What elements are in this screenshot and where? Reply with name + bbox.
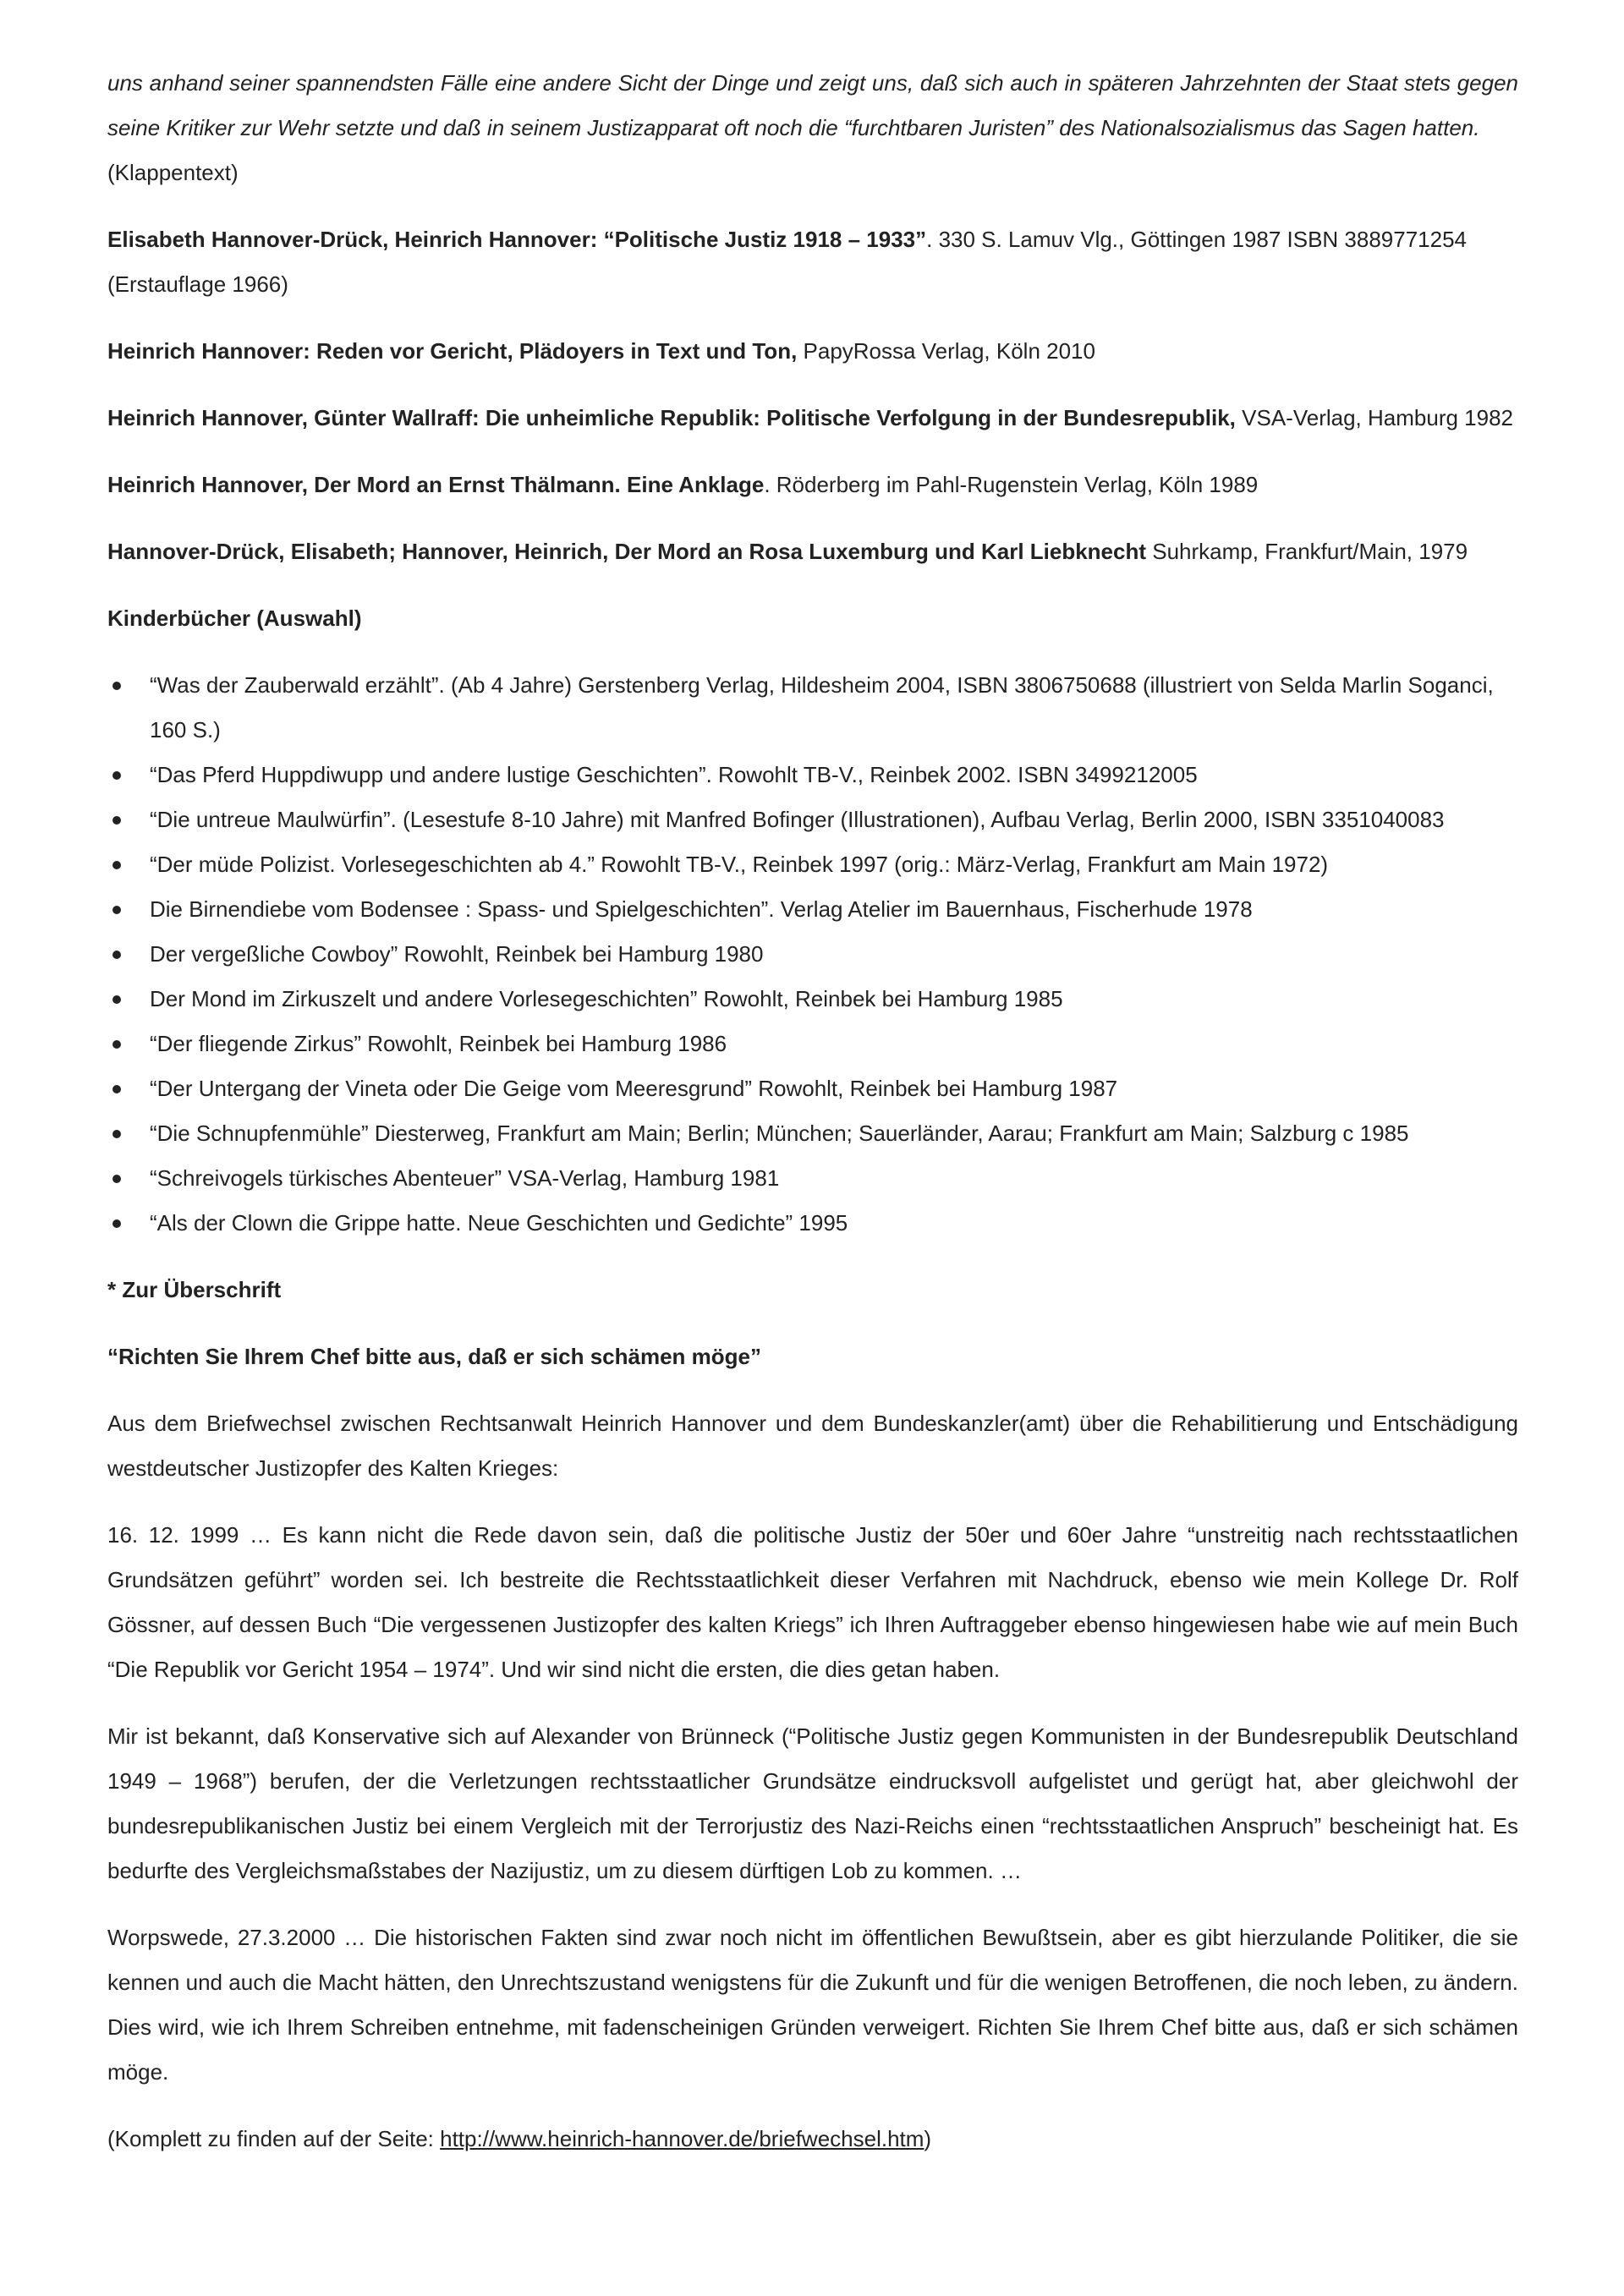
briefwechsel-link[interactable]: http://www.heinrich-hannover.de/briefwechsel.htm	[440, 2126, 924, 2151]
list-item: “Das Pferd Huppdiwupp und andere lustige Geschichten”. Rowohlt TB-V., Reinbek 2002. ISBN 3499212005	[150, 753, 1518, 797]
body-paragraph: Worpswede, 27.3.2000 … Die historischen Fakten sind zwar noch nicht im öffentlichen Bewußtsein, aber es gibt hierzulande Politiker, die sie kennen und auch die Macht hätten, den Unrechtszustand wenigstens für die Zukunft und für die wenigen Betroffenen, die noch leben, zu ändern. Dies wird, wie ich Ihrem Schreiben entnehme, mit fadenscheinigen Gründen verweigert. Richten Sie Ihrem Chef bitte aus, daß er sich schämen möge.	[107, 1925, 1518, 2085]
book-details: VSA-Verlag, Hamburg 1982	[1235, 405, 1513, 430]
book-details: PapyRossa Verlag, Köln 2010	[797, 338, 1095, 364]
klappentext-text: uns anhand seiner spannendsten Fälle eine andere Sicht der Dinge und zeigt uns, daß sich auch in späteren Jahrzehnten der Staat stets gegen seine Kritiker zur Wehr setzte und daß in seinem Justizapparat oft noch die “furchtbaren Juristen” des Nationalsozialismus das Sagen hatten.	[107, 70, 1518, 140]
list-item: “Der Untergang der Vineta oder Die Geige vom Meeresgrund” Rowohlt, Reinbek bei Hamburg 1987	[150, 1066, 1518, 1111]
book-entry	[107, 217, 1518, 307]
klappentext-note: (Klappentext)	[107, 160, 239, 185]
ueberschrift-quote: “Richten Sie Ihrem Chef bitte aus, daß er sich schämen möge”	[107, 1344, 761, 1369]
footer-prefix: (Komplett zu finden auf der Seite:	[107, 2126, 441, 2151]
list-item: “Schreivogels türkisches Abenteuer” VSA-Verlag, Hamburg 1981	[150, 1156, 1518, 1201]
book-details: . 330 S. Lamuv Vlg., Göttingen 1987 ISBN 3889771254 (Erstauflage 1966)	[107, 227, 1468, 297]
book-entry	[107, 529, 1518, 574]
book-title: Heinrich Hannover, Günter Wallraff: Die unheimliche Republik: Politische Verfolgung in der Bundesrepublik,	[107, 405, 1236, 430]
kinderbuecher-list	[107, 663, 1518, 1246]
list-item: Die Birnendiebe vom Bodensee : Spass- und Spielgeschichten”. Verlag Atelier im Bauernhaus, Fischerhude 1978	[150, 887, 1518, 932]
list-item: “Die untreue Maulwürfin”. (Lesestufe 8-10 Jahre) mit Manfred Bofinger (Illustrationen), Aufbau Verlag, Berlin 2000, ISBN 3351040083	[150, 797, 1518, 842]
book-title: Heinrich Hannover: Reden vor Gericht, Plädoyers in Text und Ton,	[107, 338, 798, 364]
book-title: Hannover-Drück, Elisabeth; Hannover, Heinrich, Der Mord an Rosa Luxemburg und Karl Liebknecht	[107, 539, 1147, 564]
ueberschrift-heading: * Zur Überschrift	[107, 1277, 282, 1302]
book-details: Suhrkamp, Frankfurt/Main, 1979	[1146, 539, 1468, 564]
document-page	[107, 61, 1518, 2184]
body-paragraph: 16. 12. 1999 … Es kann nicht die Rede davon sein, daß die politische Justiz der 50er und 60er Jahre “unstreitig nach rechtsstaatlichen Grundsätzen geführt” worden sei. Ich bestreite die Rechtsstaatlichkeit dieser Verfahren mit Nachdruck, ebenso wie mein Kollege Dr. Rolf Gössner, auf dessen Buch “Die vergessenen Justizopfer des kalten Kriegs” ich Ihren Auftraggeber ebenso hingewiesen habe wie auf mein Buch “Die Republik vor Gericht 1954 – 1974”. Und wir sind nicht die ersten, die dies getan haben.	[107, 1522, 1518, 1682]
klappentext-paragraph	[107, 61, 1518, 151]
book-details: . Röderberg im Pahl-Rugenstein Verlag, Köln 1989	[764, 472, 1259, 497]
source-footer	[107, 2117, 1518, 2162]
body-paragraph: Aus dem Briefwechsel zwischen Rechtsanwalt Heinrich Hannover und dem Bundeskanzler(amt) über die Rehabilitierung und Entschädigung westdeutscher Justizopfer des Kalten Krieges:	[107, 1411, 1518, 1481]
book-title: Heinrich Hannover, Der Mord an Ernst Thälmann. Eine Anklage	[107, 472, 765, 497]
book-entry	[107, 463, 1518, 507]
kinderbuecher-heading: Kinderbücher (Auswahl)	[107, 606, 362, 631]
book-entry	[107, 396, 1518, 441]
list-item: Der Mond im Zirkuszelt und andere Vorlesegeschichten” Rowohlt, Reinbek bei Hamburg 1985	[150, 977, 1518, 1022]
list-item: Der vergeßliche Cowboy” Rowohlt, Reinbek bei Hamburg 1980	[150, 932, 1518, 977]
body-paragraph: Mir ist bekannt, daß Konservative sich auf Alexander von Brünneck (“Politische Justiz gegen Kommunisten in der Bundesrepublik Deutschland 1949 – 1968”) berufen, der die Verletzungen rechtsstaatlicher Grundsätze eindrucksvoll aufgelistet und gerügt hat, aber gleichwohl der bundesrepublikanischen Justiz bei einem Vergleich mit der Terrorjustiz des Nazi-Reichs einen “rechtsstaatlichen Anspruch” bescheinigt hat. Es bedurfte des Vergleichsmaßstabes der Nazijustiz, um zu diesem dürftigen Lob zu kommen. …	[107, 1723, 1518, 1883]
list-item: “Der fliegende Zirkus” Rowohlt, Reinbek bei Hamburg 1986	[150, 1022, 1518, 1066]
list-item: “Der müde Polizist. Vorlesegeschichten ab 4.” Rowohlt TB-V., Reinbek 1997 (orig.: März-Verlag, Frankfurt am Main 1972)	[150, 842, 1518, 887]
list-item: “Als der Clown die Grippe hatte. Neue Geschichten und Gedichte” 1995	[150, 1201, 1518, 1246]
book-title: Elisabeth Hannover-Drück, Heinrich Hannover: “Politische Justiz 1918 – 1933”	[107, 227, 927, 252]
book-entry	[107, 329, 1518, 374]
list-item: “Was der Zauberwald erzählt”. (Ab 4 Jahre) Gerstenberg Verlag, Hildesheim 2004, ISBN 3806750688 (illustriert von Selda Marlin Soganci, 160 S.)	[150, 663, 1518, 753]
list-item: “Die Schnupfenmühle” Diesterweg, Frankfurt am Main; Berlin; München; Sauerländer, Aarau; Frankfurt am Main; Salzburg c 1985	[150, 1111, 1518, 1156]
footer-suffix: )	[924, 2126, 932, 2151]
